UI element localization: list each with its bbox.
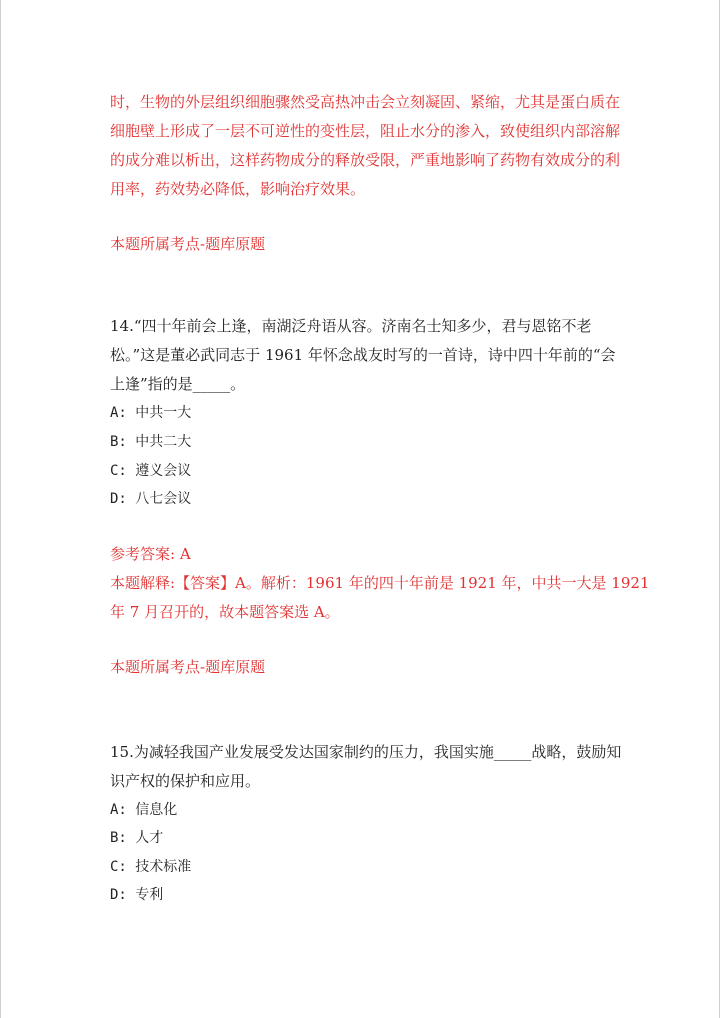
page-border-left	[0, 0, 1, 1018]
source-note: 本题所属考点-题库原题	[110, 235, 266, 253]
explanation-line: 的成分难以析出，这样药物成分的释放受限，严重地影响了药物有效成分的利	[110, 151, 621, 169]
option-c: C: 技术标准	[110, 859, 192, 875]
reference-answer: 参考答案: A	[110, 545, 191, 563]
option-a: A: 信息化	[110, 802, 178, 818]
question-text-line: 15.为减轻我国产业发展受发达国家制约的压力，我国实施_____战略，鼓励知	[110, 743, 622, 761]
source-note: 本题所属考点-题库原题	[110, 658, 266, 676]
explanation-line: 本题解释:【答案】A。解析：1961 年的四十年前是 1921 年，中共一大是 1921	[110, 574, 650, 592]
option-c: C: 遵义会议	[110, 463, 192, 479]
question-text-line: 上逢”指的是_____。	[110, 375, 246, 393]
question-text-line: 松。”这是董必武同志于 1961 年怀念战友时写的一首诗，诗中四十年前的“会	[110, 346, 616, 364]
option-b: B: 人才	[110, 830, 164, 846]
explanation-line: 年 7 月召开的，故本题答案选 A。	[110, 603, 340, 621]
option-d: D: 专利	[110, 887, 164, 903]
question-text-line: 14.“四十年前会上逢，南湖泛舟语从容。济南名士知多少，君与恩铭不老	[110, 317, 592, 335]
explanation-line: 时，生物的外层组织细胞骤然受高热冲击会立刻凝固、紧缩，尤其是蛋白质在	[110, 93, 621, 111]
explanation-line: 细胞壁上形成了一层不可逆性的变性层，阻止水分的渗入，致使组织内部溶解	[110, 122, 621, 140]
option-a: A: 中共一大	[110, 405, 192, 421]
option-d: D: 八七会议	[110, 491, 192, 507]
question-text-line: 识产权的保护和应用。	[110, 772, 261, 790]
explanation-line: 用率，药效势必降低，影响治疗效果。	[110, 180, 366, 198]
option-b: B: 中共二大	[110, 434, 192, 450]
